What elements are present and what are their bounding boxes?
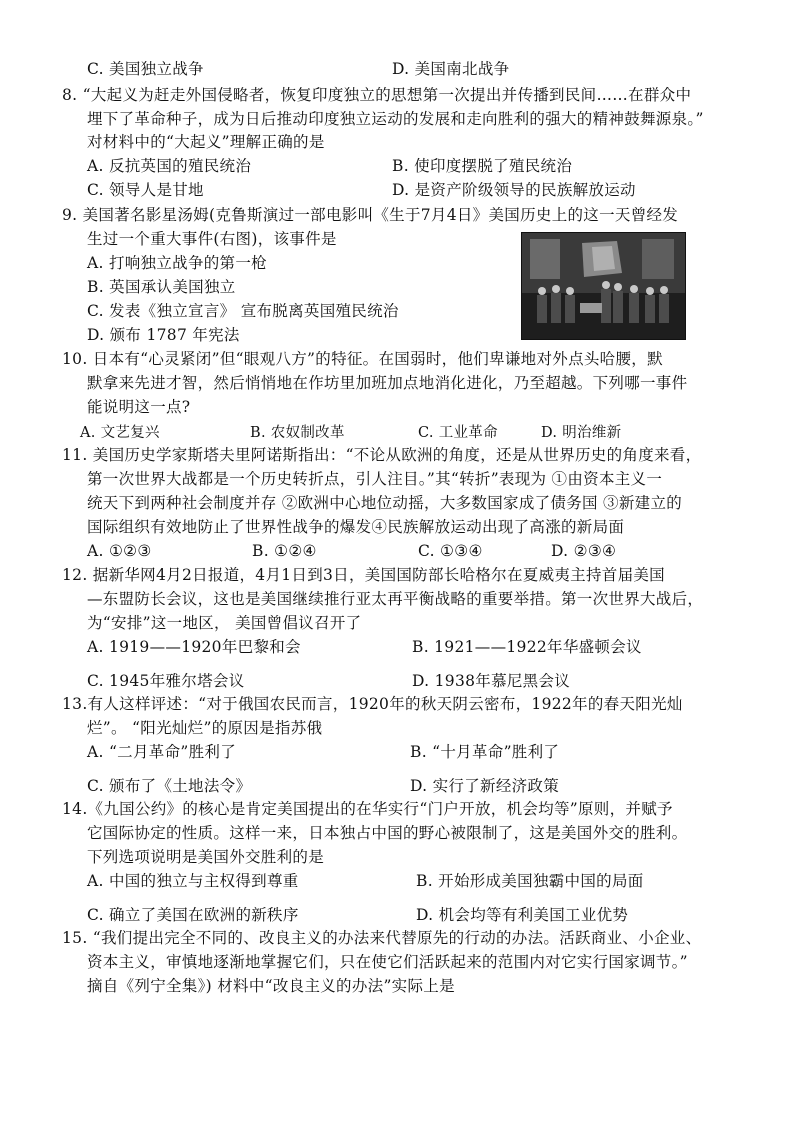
q14-stem-line-2: 它国际协定的性质。这样一来，日本独占中国的野心被限制了，这是美国外交的胜利。 xyxy=(87,824,688,842)
q11-stem-line-2: 第一次世界大战都是一个历史转折点，引人注目。”其“转折”表现为 ①由资本主义一 xyxy=(87,470,663,488)
q7-option-c: C. 美国独立战争 xyxy=(87,60,204,78)
q11-option-c: C. ①③④ xyxy=(418,542,483,560)
q13-stem-line-2: 烂”。 “阳光灿烂”的原因是指苏俄 xyxy=(87,719,323,737)
q14-option-b: B. 开始形成美国独霸中国的局面 xyxy=(416,872,644,890)
q14-option-a: A. 中国的独立与主权得到尊重 xyxy=(87,872,299,890)
q9-option-c: C. 发表《独立宣言》 宣布脱离英国殖民统治 xyxy=(87,302,399,320)
q7-option-d: D. 美国南北战争 xyxy=(392,60,510,78)
q12-option-a: A. 1919——1920年巴黎和会 xyxy=(87,638,301,656)
q11-option-a: A. ①②③ xyxy=(87,542,152,560)
q9-option-a: A. 打响独立战争的第一枪 xyxy=(87,254,267,272)
q12-stem-line-2: —东盟防长会议，这也是美国继续推行亚太再平衡战略的重要举措。第一次世界大战后， xyxy=(87,590,704,608)
q15-stem-line-2: 资本主义，审慎地逐渐地掌握它们，只在使它们活跃起来的范围内对它实行国家调节。” xyxy=(87,953,688,971)
q15-stem-line-1: 15. “我们提出完全不同的、改良主义的办法来代替原先的行动的办法。活跃商业、小企业、 xyxy=(62,929,702,947)
declaration-painting-image xyxy=(521,232,686,340)
q11-stem-line-4: 国际组织有效地防止了世界性战争的爆发④民族解放运动出现了高涨的新局面 xyxy=(87,518,625,536)
q15-stem-line-3: 摘自《列宁全集》) 材料中“改良主义的办法”实际上是 xyxy=(87,977,455,995)
q8-option-b: B. 使印度摆脱了殖民统治 xyxy=(392,157,573,175)
q8-option-a: A. 反抗英国的殖民统治 xyxy=(87,157,252,175)
q10-option-c: C. 工业革命 xyxy=(418,425,498,441)
q14-stem-line-3: 下列选项说明是美国外交胜利的是 xyxy=(87,848,325,866)
q10-option-b: B. 农奴制改革 xyxy=(250,425,345,441)
q10-option-a: A. 文艺复兴 xyxy=(80,425,160,441)
q8-stem-line-3: 对材料中的“大起义”理解正确的是 xyxy=(87,133,325,151)
q13-stem-line-1: 13.有人这样评述：“对于俄国农民而言，1920年的秋天阴云密布，1922年的春天阳光灿 xyxy=(62,695,683,713)
q14-option-d: D. 机会均等有利美国工业优势 xyxy=(416,906,629,924)
q8-stem-line-1: 8. “大起义为赶走外国侵略者，恢复印度独立的思想第一次提出并传播到民间……在群众中 xyxy=(62,86,692,104)
q9-option-d: D. 颁布 1787 年宪法 xyxy=(87,326,240,344)
q11-stem-line-3: 统天下到两种社会制度并存 ②欧洲中心地位动摇，大多数国家成了债务国 ③新建立的 xyxy=(87,494,683,512)
q11-stem-line-1: 11. 美国历史学家斯塔夫里阿诺斯指出：“不论从欧洲的角度，还是从世界历史的角度来看， xyxy=(62,446,702,464)
q11-option-b: B. ①②④ xyxy=(252,542,317,560)
q10-stem-line-3: 能说明这一点? xyxy=(87,398,191,416)
q10-stem-line-2: 默拿来先进才智，然后悄悄地在作坊里加班加点地消化进化，乃至超越。下列哪一事件 xyxy=(87,374,688,392)
q14-stem-line-1: 14.《九国公约》的核心是肯定美国提出的在华实行“门户开放，机会均等”原则，并赋予 xyxy=(62,800,673,818)
q12-stem-line-1: 12. 据新华网4月2日报道，4月1日到3日，美国国防部长哈格尔在夏威夷主持首届美国 xyxy=(62,566,665,584)
q10-stem-line-1: 10. 日本有“心灵紧闭”但“眼观八方”的特征。在国弱时，他们卑谦地对外点头哈腰，默 xyxy=(62,350,663,368)
q13-option-b: B. “十月革命”胜利了 xyxy=(410,743,560,761)
q12-option-b: B. 1921——1922年华盛顿会议 xyxy=(412,638,642,656)
q9-stem-line-2: 生过一个重大事件(右图)，该事件是 xyxy=(87,230,337,248)
q9-option-b: B. 英国承认美国独立 xyxy=(87,278,236,296)
q12-stem-line-3: 为“安排”这一地区， 美国曾倡议召开了 xyxy=(87,614,362,632)
q14-option-c: C. 确立了美国在欧洲的新秩序 xyxy=(87,906,299,924)
q8-option-d: D. 是资产阶级领导的民族解放运动 xyxy=(392,181,636,199)
q13-option-a: A. “二月革命”胜利了 xyxy=(87,743,236,761)
q8-stem-line-2: 埋下了革命种子，成为日后推动印度独立运动的发展和走向胜利的强大的精神鼓舞源泉。” xyxy=(87,110,704,128)
q9-stem-line-1: 9. 美国著名影星汤姆(克鲁斯演过一部电影叫《生于7月4日》美国历史上的这一天曾经发 xyxy=(62,206,679,224)
q12-option-d: D. 1938年慕尼黑会议 xyxy=(412,672,571,690)
q10-option-d: D. 明治维新 xyxy=(541,425,622,441)
q13-option-c: C. 颁布了《土地法令》 xyxy=(87,777,252,795)
q11-option-d: D. ②③④ xyxy=(551,542,617,560)
q13-option-d: D. 实行了新经济政策 xyxy=(410,777,560,795)
q12-option-c: C. 1945年雅尔塔会议 xyxy=(87,672,245,690)
declaration-painting-drawing xyxy=(522,233,685,339)
q8-option-c: C. 领导人是甘地 xyxy=(87,181,204,199)
